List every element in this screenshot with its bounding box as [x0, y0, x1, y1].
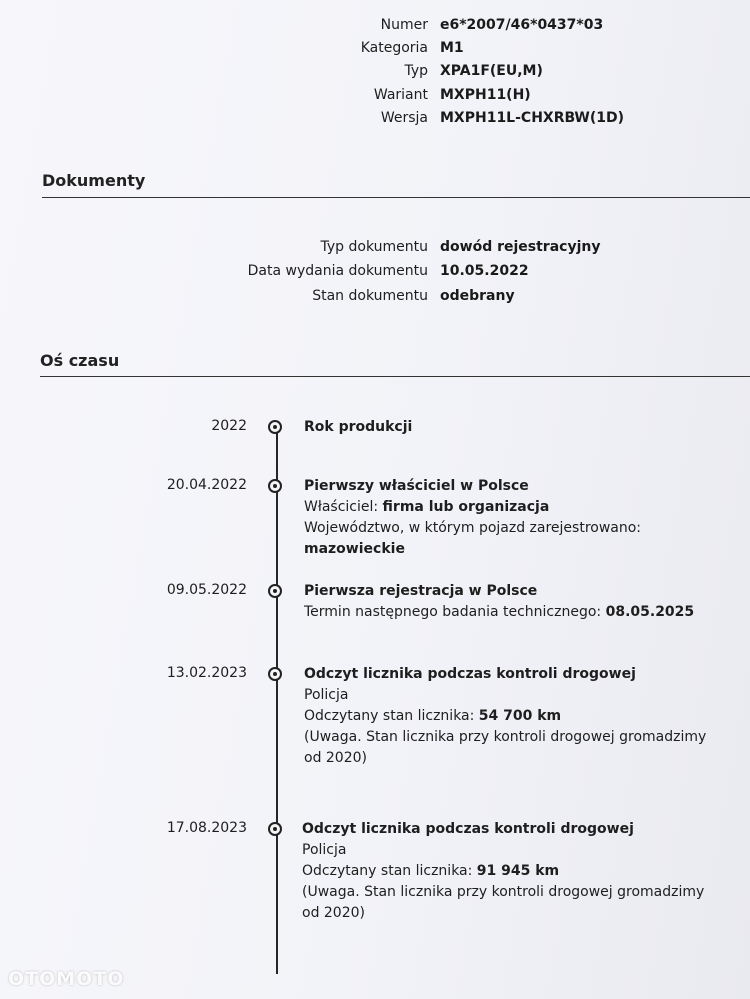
document-issue-date-value: 10.05.2022 [440, 263, 529, 279]
documents-divider [42, 197, 750, 198]
line-text: Policja [304, 687, 349, 703]
timeline-date: 2022 [211, 418, 247, 434]
timeline-event-line [304, 518, 744, 560]
line-text: Policja [302, 842, 347, 858]
document-status-label: Stan dokumentu [312, 288, 428, 304]
line-bold-value: firma lub organizacja [382, 499, 550, 515]
line-bold-value: 91 945 km [476, 863, 560, 879]
vehicle-type-value: XPA1F(EU,M) [440, 63, 543, 79]
timeline-marker-icon [268, 584, 282, 598]
timeline-event-line [302, 861, 722, 882]
line-text: Województwo, w którym pojazd zarejestrowano: [304, 520, 642, 536]
timeline-event-line [304, 706, 724, 727]
document-issue-date-label: Data wydania dokumentu [247, 263, 428, 279]
line-bold-value: 54 700 km [478, 708, 562, 724]
timeline-event [304, 476, 744, 560]
line-text: Odczytany stan licznika: [302, 863, 477, 879]
vehicle-version-value: MXPH11L-CHXRBW(1D) [440, 110, 624, 126]
timeline-event-line [304, 602, 744, 623]
timeline-event [304, 417, 744, 438]
document-status-value: odebrany [440, 288, 515, 304]
vehicle-version-label: Wersja [380, 110, 428, 126]
line-text: Właściciel: [304, 499, 383, 515]
vehicle-category-label: Kategoria [360, 40, 428, 56]
timeline-axis [276, 424, 278, 974]
timeline-marker-icon [268, 479, 282, 493]
timeline-event-title: Odczyt licznika podczas kontroli drogowej [302, 821, 634, 837]
timeline-event-line [304, 685, 724, 706]
timeline-date: 13.02.2023 [166, 665, 247, 681]
vehicle-variant-label: Wariant [373, 87, 428, 103]
timeline-event-title: Rok produkcji [304, 419, 413, 435]
timeline-marker-icon [268, 822, 282, 836]
timeline-heading: Oś czasu [40, 351, 120, 370]
document-type-label: Typ dokumentu [320, 239, 428, 255]
timeline-event [304, 581, 744, 623]
timeline-event-title: Pierwszy właściciel w Polsce [304, 478, 529, 494]
line-bold-value: mazowieckie [304, 541, 405, 557]
timeline-event-line [304, 497, 744, 518]
timeline-marker-icon [268, 667, 282, 681]
timeline-date: 20.04.2022 [166, 477, 247, 493]
timeline-event-note: (Uwaga. Stan licznika przy kontroli drogowej gromadzimy od 2020) [302, 884, 705, 921]
vehicle-type-label: Typ [404, 63, 428, 79]
vehicle-category-value: M1 [440, 40, 464, 56]
otomoto-watermark-logo: OTOMOTO [8, 968, 125, 990]
line-bold-value: 08.05.2025 [605, 604, 695, 620]
vehicle-variant-value: MXPH11(H) [440, 87, 531, 103]
timeline-divider [40, 376, 750, 377]
timeline-date: 17.08.2023 [166, 820, 247, 836]
vehicle-number-value: e6*2007/46*0437*03 [440, 17, 604, 33]
timeline-event-note: (Uwaga. Stan licznika przy kontroli drogowej gromadzimy od 2020) [304, 729, 707, 766]
document-type-value: dowód rejestracyjny [440, 239, 601, 255]
timeline-event-title: Pierwsza rejestracja w Polsce [304, 583, 538, 599]
vehicle-number-label: Numer [380, 17, 428, 33]
timeline-marker-icon [268, 420, 282, 434]
timeline-date: 09.05.2022 [166, 582, 247, 598]
timeline-event-title: Odczyt licznika podczas kontroli drogowej [304, 666, 636, 682]
timeline-event [304, 664, 724, 769]
timeline-event-line [302, 840, 722, 861]
line-text: Odczytany stan licznika: [304, 708, 479, 724]
line-text: Termin następnego badania technicznego: [304, 604, 606, 620]
documents-heading: Dokumenty [42, 171, 146, 190]
timeline-event [302, 819, 722, 924]
